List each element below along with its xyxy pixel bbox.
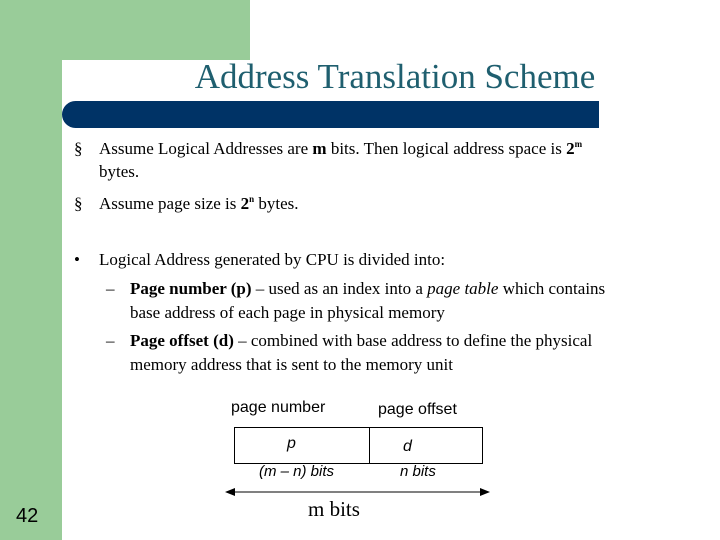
power-exponent: n (249, 194, 255, 204)
section-bullet-icon: § (74, 139, 83, 158)
bullet-text-line2: bytes. (99, 162, 140, 181)
sub-text-part: – used as an index into a (251, 279, 428, 298)
section-bullet-icon: § (74, 194, 83, 213)
power-base: 2 (566, 139, 575, 158)
sub-text-part: – combined with base address to define the physical (233, 331, 593, 350)
bullet-text-part: bytes. (254, 194, 299, 213)
bullet-text-part: bits. Then logical address space is (326, 139, 567, 158)
field-d: d (403, 438, 412, 455)
term-page-table: page table (427, 279, 499, 298)
label-m-bits: m bits (308, 497, 360, 521)
green-left-band (0, 0, 62, 540)
bullet-bold-m: m (312, 139, 327, 158)
bullet-text: Logical Address generated by CPU is divided into: (99, 250, 446, 269)
round-bullet-icon: • (74, 250, 80, 269)
bullet-text-part: Assume page size is (99, 194, 241, 213)
sub-text-line2: base address of each page in physical memory (130, 303, 445, 322)
green-top-band (0, 0, 250, 60)
bullet-text (99, 192, 699, 215)
field-d-bits: n bits (400, 463, 436, 480)
power-exponent: m (574, 139, 583, 149)
address-field-divider (369, 427, 370, 464)
term-page-number: Page number (p) (130, 279, 252, 298)
label-page-offset: page offset (378, 401, 457, 418)
field-p-bits: (m – n) bits (259, 463, 335, 480)
label-page-number: page number (231, 399, 326, 416)
bullet-text (99, 137, 699, 183)
power-base: 2 (240, 194, 250, 213)
sub-text-part: which contains (498, 279, 606, 298)
dash-bullet-icon: – (106, 279, 115, 298)
slide-page-number: 42 (16, 505, 39, 527)
sub-text-line2: memory address that is sent to the memory unit (130, 355, 453, 374)
slide-title: Address Translation Scheme (194, 57, 596, 96)
sub-bullet-text (130, 329, 710, 377)
term-page-offset: Page offset (d) (130, 331, 234, 350)
address-field-box (234, 427, 483, 464)
bullet-text-part: Assume Logical Addresses are (99, 139, 313, 158)
dash-bullet-icon: – (106, 331, 115, 350)
field-p: p (287, 435, 296, 452)
sub-bullet-text (130, 277, 710, 325)
title-underline-bar (62, 101, 599, 128)
